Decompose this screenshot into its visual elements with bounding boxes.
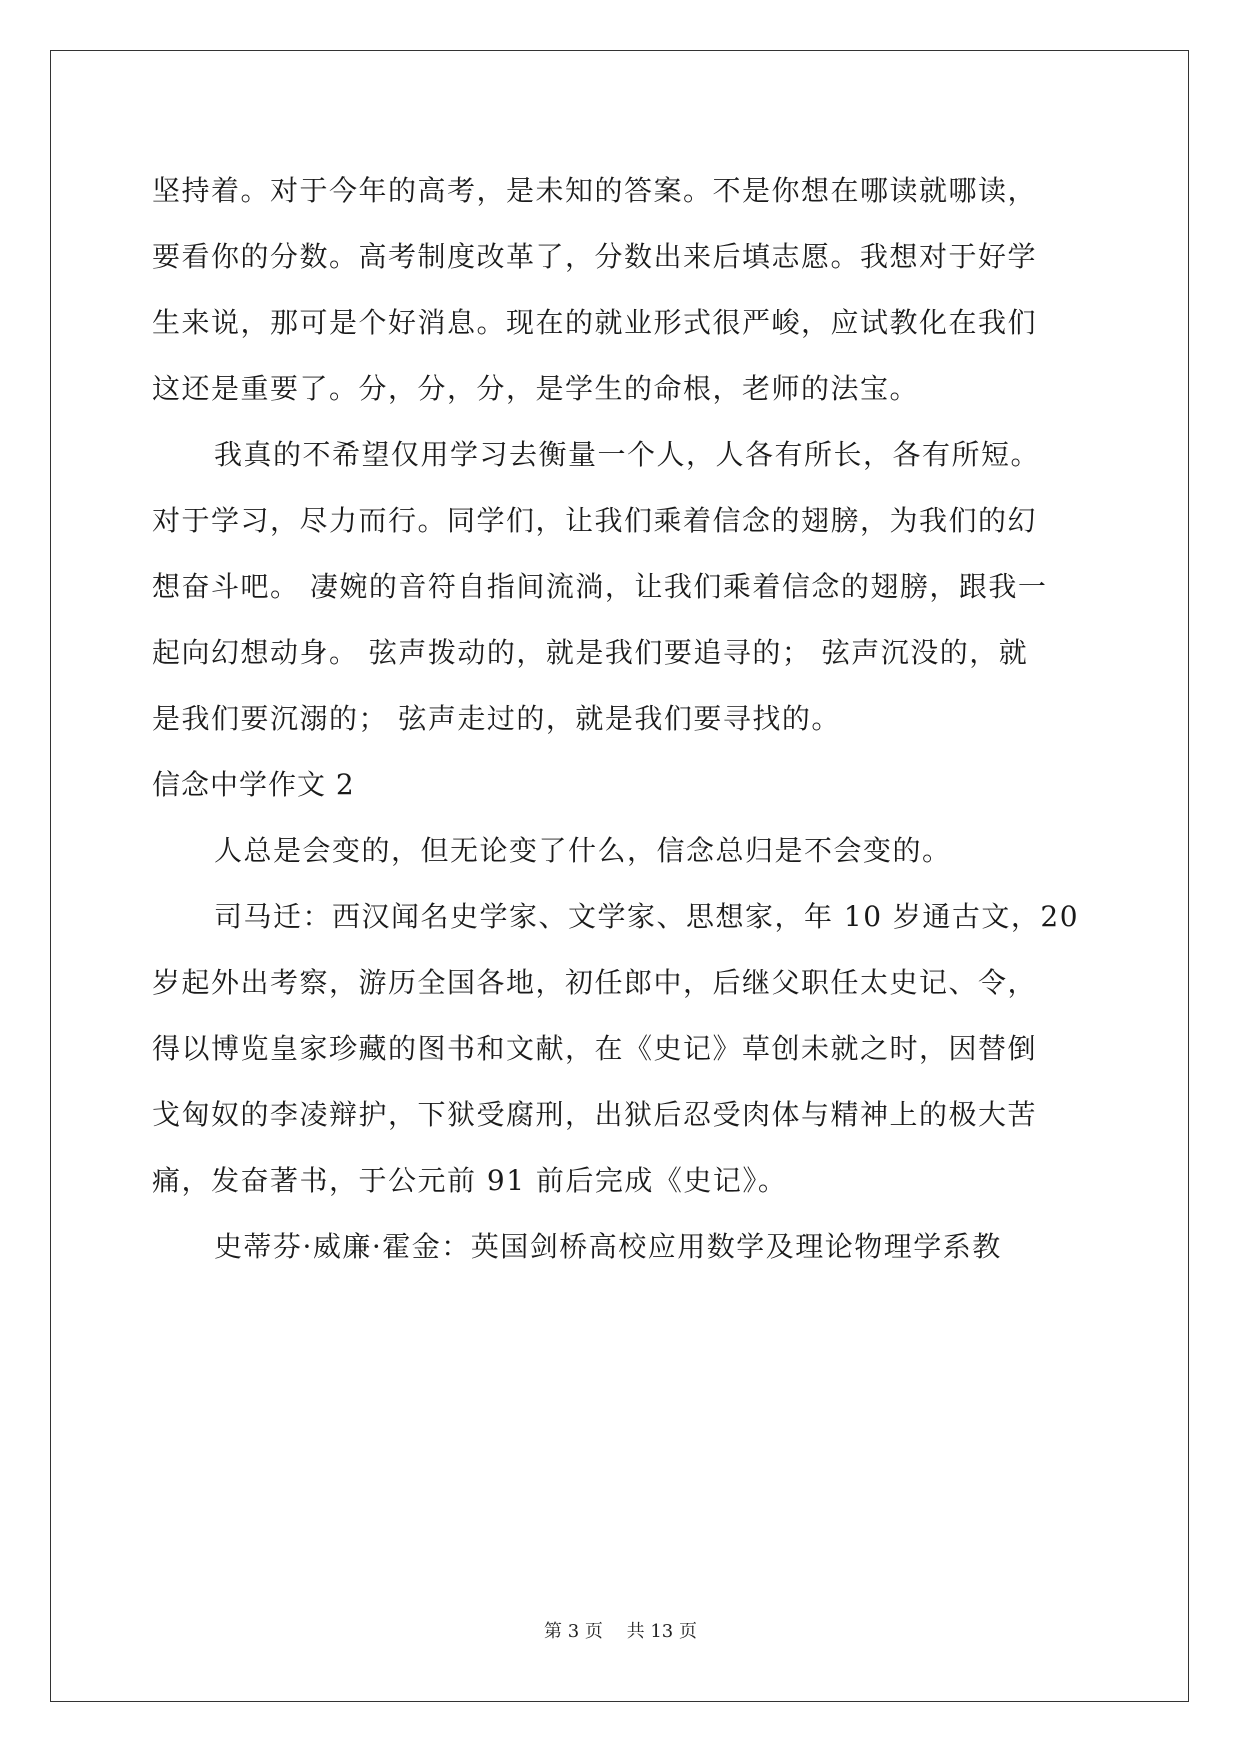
text-line: 我真的不希望仅用学习去衡量一个人，人各有所长，各有所短。	[214, 438, 1041, 471]
text-line: 痛，发奋著书，于公元前 91 前后完成《史记》。	[152, 1164, 788, 1197]
text-line: 司马迁：西汉闻名史学家、文学家、思想家，年 10 岁通古文，20	[214, 900, 1080, 933]
text-line: 戈匈奴的李凌辩护，下狱受腐刑，出狱后忍受肉体与精神上的极大苦	[152, 1098, 1038, 1131]
paragraph-block-1	[152, 158, 1092, 752]
text-line: 是我们要沉溺的； 弦声走过的，就是我们要寻找的。	[152, 702, 841, 735]
text-line: 史蒂芬·威廉·霍金：英国剑桥高校应用数学及理论物理学系教	[214, 1230, 1002, 1263]
paragraph-block-2	[152, 818, 1092, 1280]
page-footer: 第 3 页 共 13 页	[544, 1621, 697, 1642]
section-heading: 信念中学作文 2	[152, 768, 355, 801]
text-line: 对于学习，尽力而行。同学们，让我们乘着信念的翅膀，为我们的幻	[152, 504, 1038, 537]
document-body	[152, 158, 1092, 1280]
text-line: 生来说，那可是个好消息。现在的就业形式很严峻，应试教化在我们	[152, 306, 1038, 339]
text-line: 想奋斗吧。 凄婉的音符自指间流淌，让我们乘着信念的翅膀，跟我一	[152, 570, 1048, 603]
text-line: 人总是会变的，但无论变了什么，信念总归是不会变的。	[214, 834, 952, 867]
text-line: 这还是重要了。分，分，分，是学生的命根，老师的法宝。	[152, 372, 920, 405]
text-line: 得以博览皇家珍藏的图书和文献，在《史记》草创未就之时，因替倒	[152, 1032, 1038, 1065]
text-line: 岁起外出考察，游历全国各地，初任郎中，后继父职任太史记、令，	[152, 966, 1038, 999]
text-line: 坚持着。对于今年的高考，是未知的答案。不是你想在哪读就哪读，	[152, 174, 1038, 207]
text-line: 起向幻想动身。 弦声拨动的，就是我们要追寻的； 弦声沉没的，就	[152, 636, 1029, 669]
text-line: 要看你的分数。高考制度改革了，分数出来后填志愿。我想对于好学	[152, 240, 1038, 273]
